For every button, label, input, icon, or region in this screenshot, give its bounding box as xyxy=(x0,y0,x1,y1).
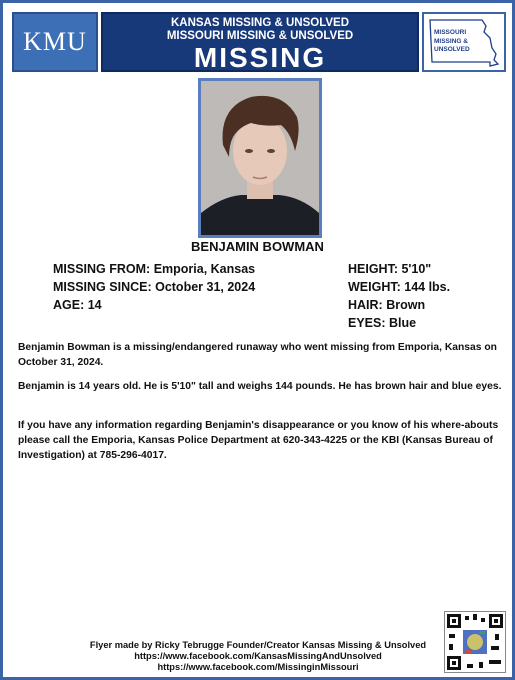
details-paragraph: Benjamin is 14 years old. He is 5'10" tall and weighs 144 pounds. He has brown hair and blue eyes. xyxy=(18,381,502,392)
banner-title: MISSING xyxy=(193,42,327,73)
missing-from: MISSING FROM: Emporia, Kansas xyxy=(53,262,256,276)
kmu-logo-text: KMU xyxy=(23,27,87,56)
description-paragraph: Benjamin Bowman is a missing/endangered runaway who went missing from Emporia, Kansas on October 31, 2024. xyxy=(18,342,497,368)
flyer-header xyxy=(9,9,506,73)
qr-code[interactable] xyxy=(444,611,506,673)
person-name: BENJAMIN BOWMAN xyxy=(191,239,324,254)
kmu-logo xyxy=(12,12,98,72)
contact-paragraph: If you have any information regarding Benjamin's disappearance or you know of his where-abouts please call the Emporia, Kansas Police Department at 620-343-4225 or the KBI (Kansas Bureau of Investigation) at 785-296-4017. xyxy=(18,420,499,461)
missing-person-photo xyxy=(198,78,322,238)
mo-logo-line-2: MISSING & xyxy=(434,37,468,45)
facebook-link-missouri[interactable]: https://www.facebook.com/MissinginMissouri xyxy=(157,662,359,672)
age: AGE: 14 xyxy=(53,298,102,312)
hair: HAIR: Brown xyxy=(348,298,426,312)
flyer-credit: Flyer made by Ricky Tebrugge Founder/Creator Kansas Missing & Unsolved xyxy=(89,640,427,650)
banner-line-kansas: KANSAS MISSING & UNSOLVED xyxy=(170,17,350,29)
missing-since: MISSING SINCE: October 31, 2024 xyxy=(53,280,256,294)
banner-line-missouri: MISSOURI MISSING & UNSOLVED xyxy=(166,30,354,42)
height: HEIGHT: 5'10" xyxy=(348,262,432,276)
title-banner xyxy=(101,12,419,72)
missouri-logo xyxy=(422,12,506,72)
mo-logo-line-3: UNSOLVED xyxy=(434,46,470,53)
missouri-logo-text xyxy=(434,29,470,55)
mo-logo-line-1: MISSOURI xyxy=(434,29,467,36)
eyes: EYES: Blue xyxy=(348,316,417,330)
facebook-link-kansas[interactable]: https://www.facebook.com/KansasMissingAndUnsolved xyxy=(134,651,382,661)
weight: WEIGHT: 144 lbs. xyxy=(348,280,451,294)
